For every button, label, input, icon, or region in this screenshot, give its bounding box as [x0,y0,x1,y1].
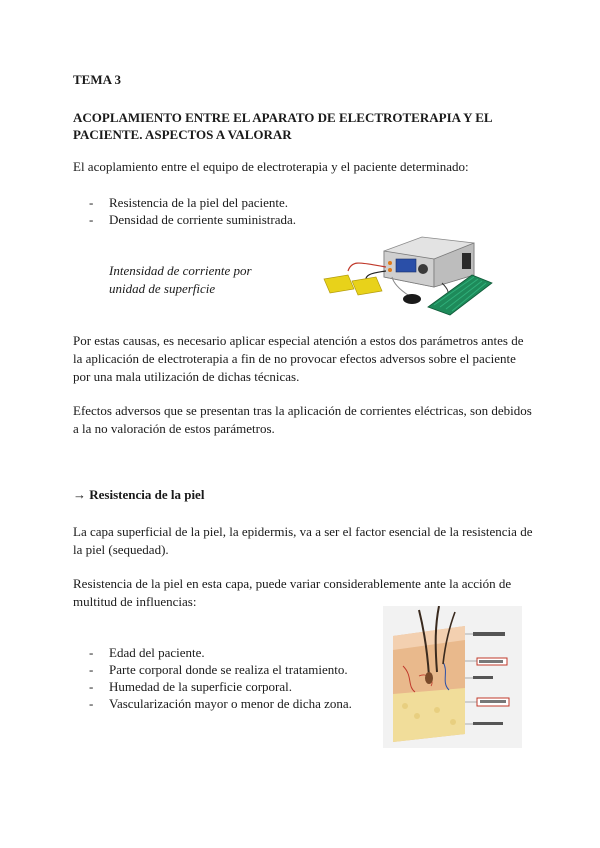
list-item: - Vascularización mayor o menor de dicha zona. [89,695,352,712]
skin-cross-section-image [383,606,522,748]
yellow-electrode-pads [324,275,382,295]
intro-paragraph: El acoplamiento entre el equipo de electroterapia y el paciente determinado: [73,159,469,174]
section-heading: ACOPLAMIENTO ENTRE EL APARATO DE ELECTROTERAPIA Y EL PACIENTE. ASPECTOS A VALORAR [73,110,492,142]
list-item: - Resistencia de la piel del paciente. [89,194,296,211]
factors-list [89,194,296,228]
density-note-line: Intensidad de corriente por [109,263,252,278]
list-item: - Humedad de la superficie corporal. [89,678,352,695]
list-item: - Densidad de corriente suministrada. [89,211,296,228]
electrotherapy-device-image [322,223,494,318]
influences-paragraph: Resistencia de la piel en esta capa, puede variar considerablemente ante la acción de multitud de influencias: [73,576,512,609]
subsection-title: → Resistencia de la piel [73,487,205,502]
epidermis-paragraph: La capa superficial de la piel, la epidermis, va a ser el factor esencial de la resistencia de la piel (sequedad). [73,524,533,557]
density-note-line: unidad de superficie [109,281,216,296]
adverse-effects-paragraph: Efectos adversos que se presentan tras la aplicación de corrientes eléctricas, son debidos a la no valoración de estos parámetros. [73,403,532,436]
density-note [109,262,252,298]
device-unit [384,237,474,287]
list-item: - Edad del paciente. [89,644,352,661]
page-title: TEMA 3 [73,72,122,87]
list-item: - Parte corporal donde se realiza el tratamiento. [89,661,352,678]
influences-list [89,644,352,712]
causes-paragraph: Por estas causas, es necesario aplicar especial atención a estos dos parámetros antes de la aplicación de electroterapia a fin de no provocar efectos adversos sobre el paciente por una mala utilización de dichas técnicas. [73,333,524,384]
control-knob [418,264,428,274]
probe-electrode [403,294,421,304]
screen-display [396,259,416,272]
